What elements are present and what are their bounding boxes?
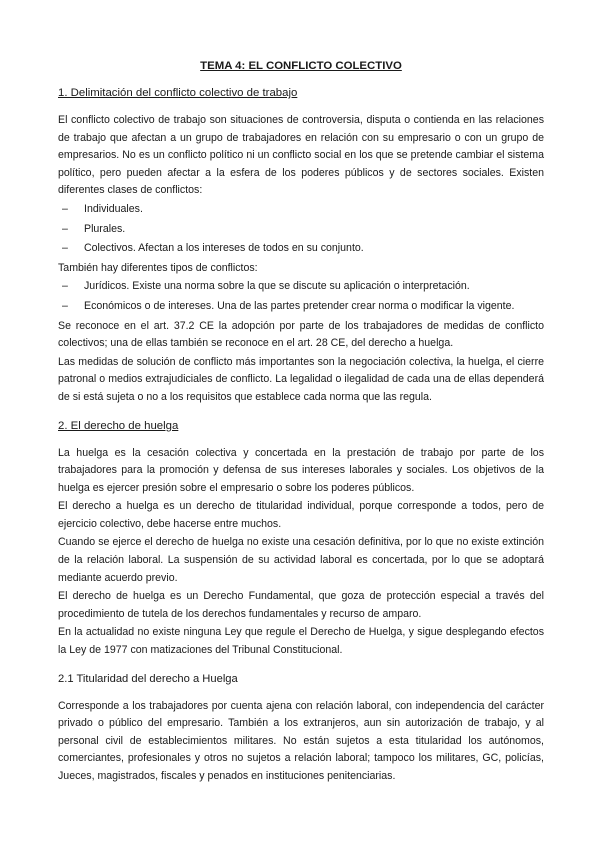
section-2-paragraph-3: Cuando se ejerce el derecho de huelga no existe una cesación definitiva, por lo que no existe extinción de la relación laboral. La suspensión de su actividad laboral es concertada, por lo que se adoptará mediante acuerdo previo. <box>58 536 544 584</box>
section-1-heading: 1. Delimitación del conflicto colectivo de trabajo <box>58 87 298 99</box>
dash-bullet: – <box>62 202 68 215</box>
list-item-text: Jurídicos. Existe una norma sobre la que se discute su aplicación o interpretación. <box>84 280 470 293</box>
section-1-paragraph-2: También hay diferentes tipos de conflictos: <box>58 261 258 274</box>
list-item <box>58 298 544 316</box>
section-1-paragraph-3: Se reconoce en el art. 37.2 CE la adopción por parte de los trabajadores de medidas de conflicto colectivos; una de ellas también se reconoce en el art. 28 CE, del derecho a huelga. <box>58 319 544 350</box>
list-item <box>58 201 544 219</box>
dash-bullet: – <box>62 222 68 235</box>
section-2-heading: 2. El derecho de huelga <box>58 419 179 432</box>
conflict-classes-list <box>58 201 544 258</box>
document-page <box>58 58 544 787</box>
document-title: TEMA 4: EL CONFLICTO COLECTIVO <box>200 60 402 72</box>
list-item <box>58 240 544 258</box>
section-2-1-heading: 2.1 Titularidad del derecho a Huelga <box>58 672 238 685</box>
dash-bullet: – <box>62 299 68 312</box>
list-item-text: Económicos o de intereses. Una de las partes pretender crear norma o modificar la vigente. <box>84 299 515 312</box>
section-2-paragraph-1: La huelga es la cesación colectiva y concertada en la prestación de trabajo por parte de los trabajadores para la promoción y defensa de sus intereses laborales y sociales. Los objetivos de la huelga es ejercer presión sobre el empresario o sobre los poderes públicos. <box>58 446 544 494</box>
conflict-types-list <box>58 278 544 315</box>
section-1-paragraph-1: El conflicto colectivo de trabajo son situaciones de controversia, disputa o contienda en las relaciones de trabajo que afectan a un grupo de trabajadores en relación con su empresario o con un grupo de empresarios. No es un conflicto político ni un conflicto social en los que se pretende cambiar el sistema político, pero pueden afectar a la esfera de los poderes públicos y de sectores sociales. Existen diferentes clases de conflictos: <box>58 114 544 197</box>
section-2-paragraph-2: El derecho a huelga es un derecho de titularidad individual, porque corresponde a todos, pero de ejercicio colectivo, debe hacerse entre muchos. <box>58 500 544 530</box>
list-item-text: Colectivos. Afectan a los intereses de todos en su conjunto. <box>84 242 364 255</box>
section-2-1-paragraph-1: Corresponde a los trabajadores por cuenta ajena con relación laboral, con independencia del carácter privado o público del empresario. También a los extranjeros, aun sin autorización de trabajo, y al personal civil de establecimientos militares. No están sujetos a esta titularidad los autónomos, comerciantes, profesionales y otros no sujetos a relación laboral; tampoco los militares, GC, policías, Jueces, magistrados, fiscales y penados en instituciones penitenciarias. <box>58 699 544 782</box>
dash-bullet: – <box>62 242 68 255</box>
dash-bullet: – <box>62 280 68 293</box>
section-2-paragraph-5: En la actualidad no existe ninguna Ley que regule el Derecho de Huelga, y sigue desplegando efectos la Ley de 1977 con matizaciones del Tribunal Constitucional. <box>58 626 544 657</box>
section-2-paragraph-4: El derecho de huelga es un Derecho Fundamental, que goza de protección especial a través del procedimiento de tutela de los derechos fundamentales y recurso de amparo. <box>58 590 544 620</box>
list-item <box>58 278 544 296</box>
section-1-paragraph-4: Las medidas de solución de conflicto más importantes son la negociación colectiva, la huelga, el cierre patronal o medios extrajudiciales de conflicto. La legalidad o ilegalidad de cada una de ellas dependerá de si está sujeta o no a los requisitos que establece cada norma que las regula. <box>58 355 544 403</box>
list-item-text: Individuales. <box>84 202 143 215</box>
list-item <box>58 221 544 239</box>
list-item-text: Plurales. <box>84 222 126 235</box>
